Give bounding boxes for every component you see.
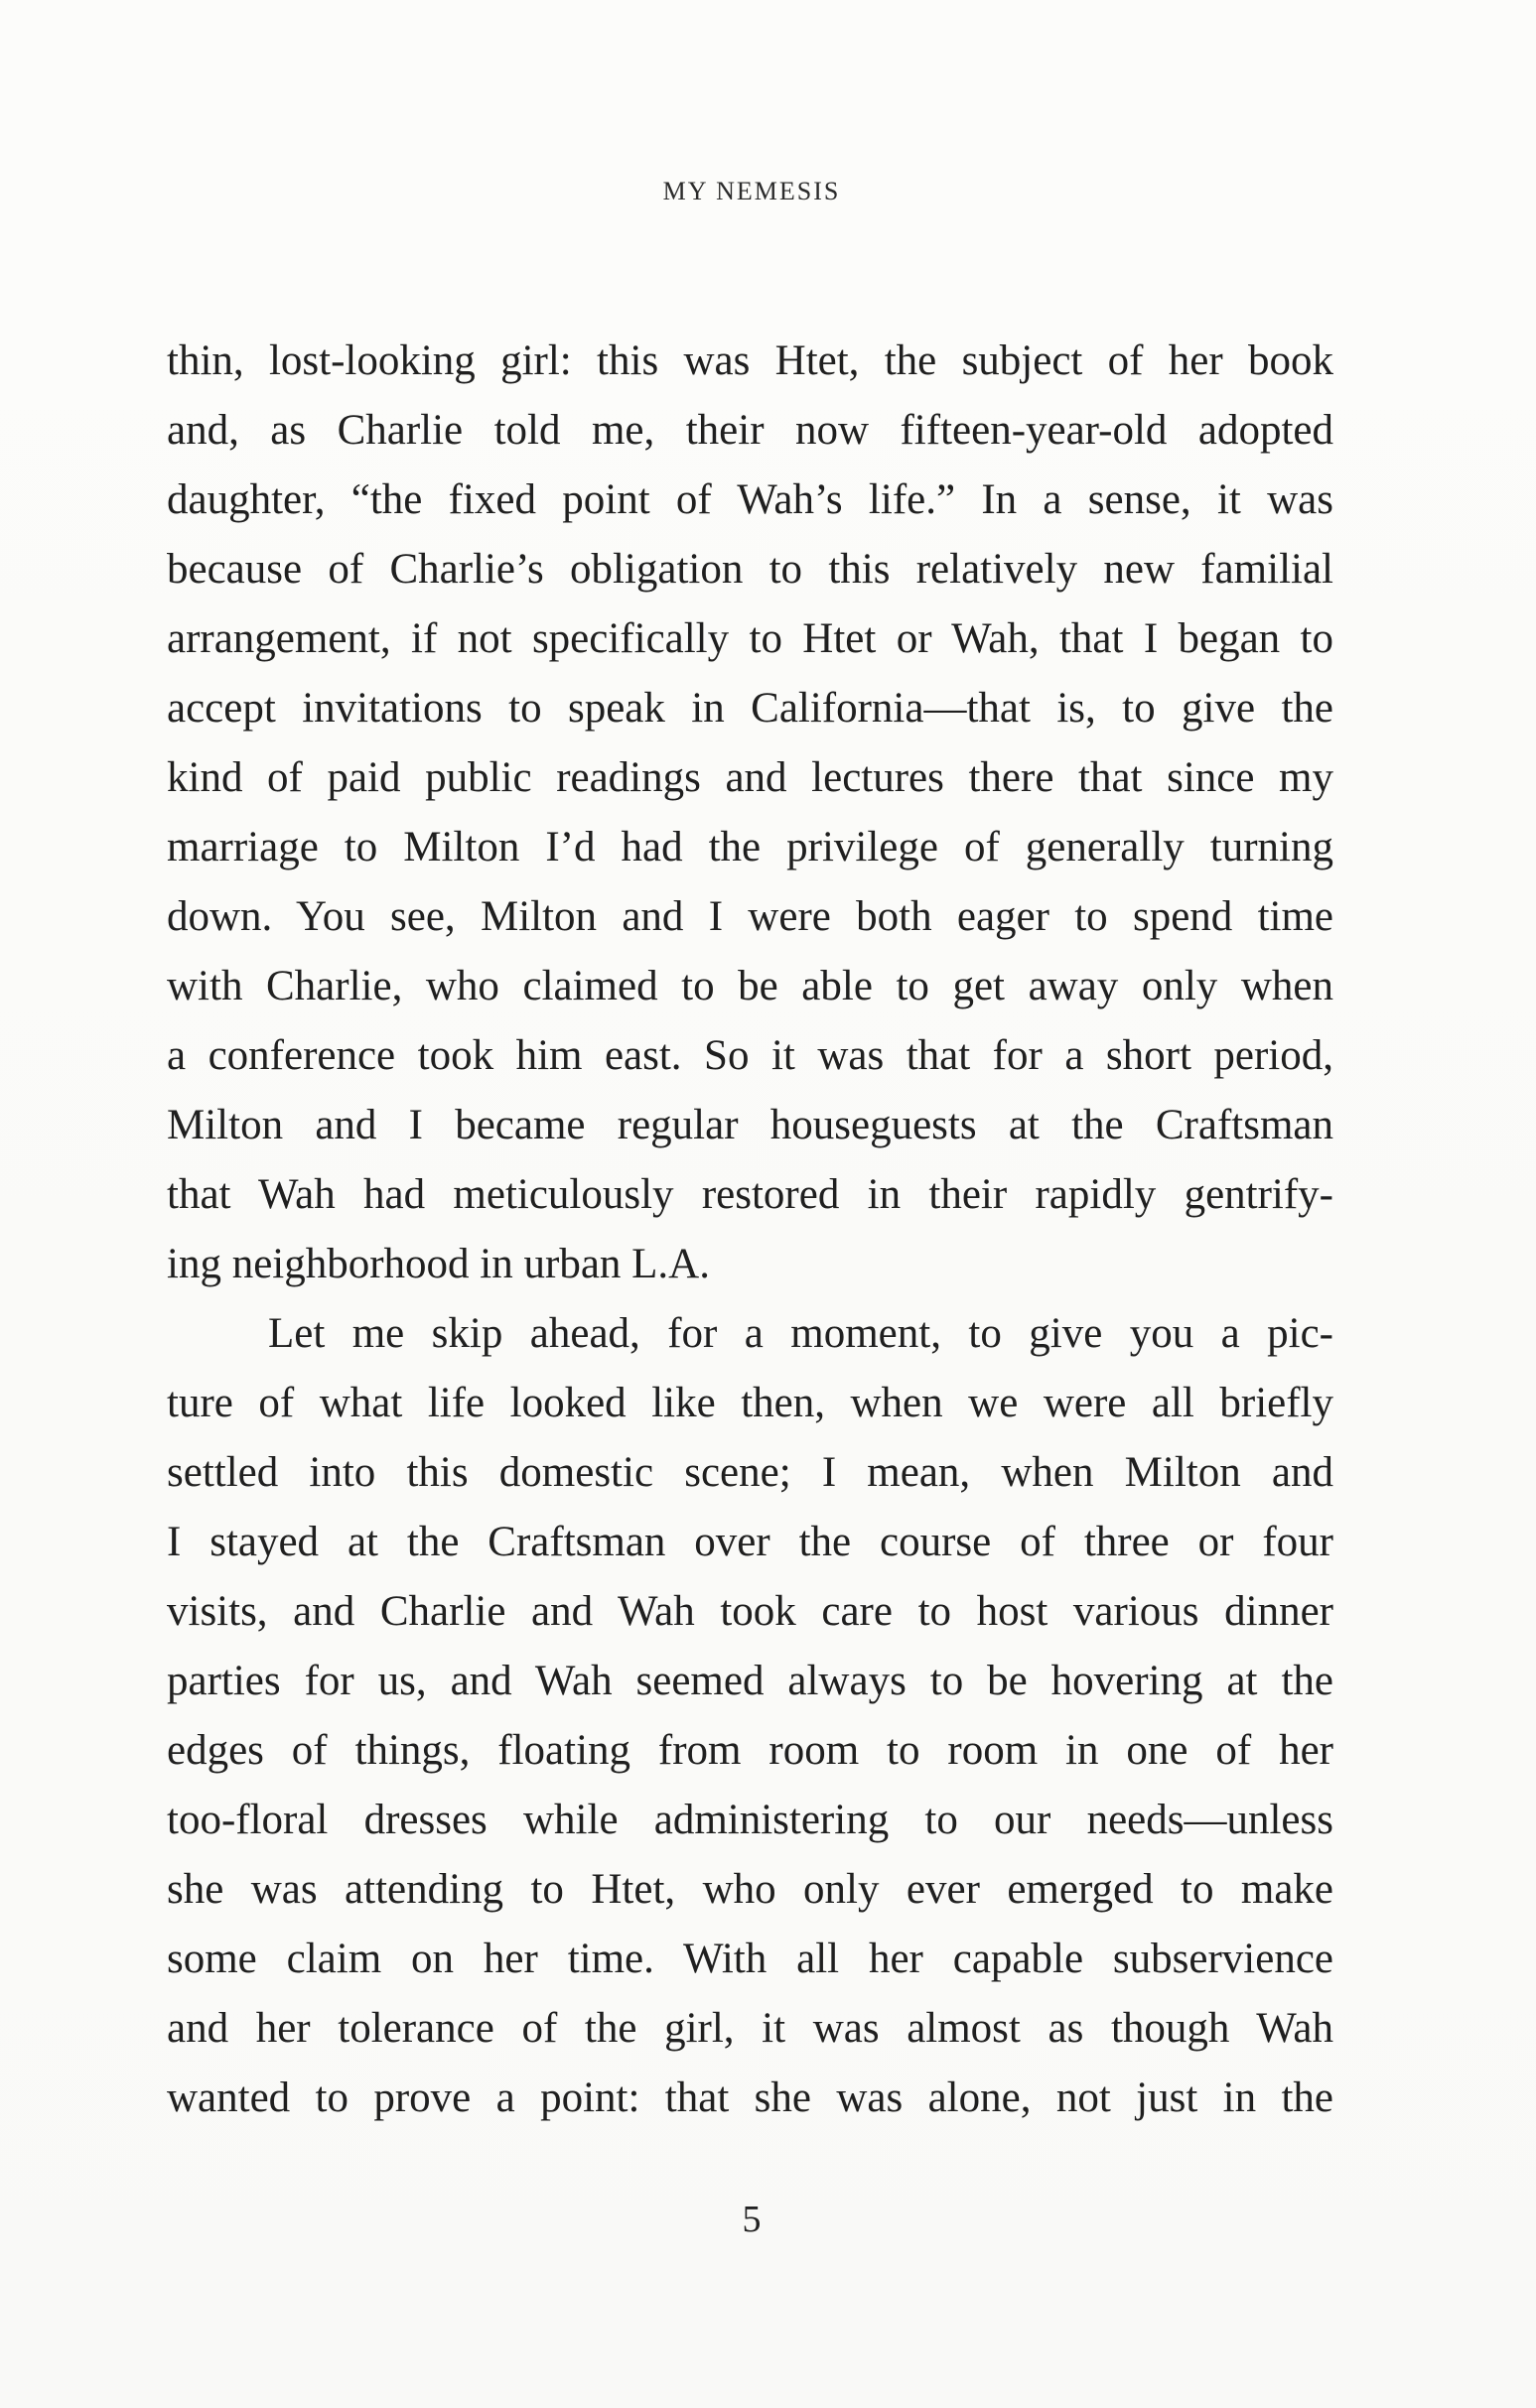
text-line: because of Charlie’s obligation to this relatively new familial	[167, 546, 1333, 593]
text-line: thin, lost-looking girl: this was Htet, the subject of her book	[167, 337, 1333, 384]
text-line: that Wah had meticulously restored in their rapidly gentrify-	[167, 1171, 1333, 1218]
text-line: ture of what life looked like then, when we were all briefly	[167, 1380, 1333, 1426]
text-line: arrangement, if not specifically to Htet or Wah, that I began to	[167, 615, 1333, 662]
paragraph-2	[167, 1299, 1333, 2133]
text-line: marriage to Milton I’d had the privilege of generally turning	[167, 824, 1333, 870]
text-line: some claim on her time. With all her capable subservience	[167, 1936, 1333, 1982]
text-line: Milton and I became regular houseguests at the Craftsman	[167, 1102, 1333, 1148]
text-line: edges of things, floating from room to room in one of her	[167, 1727, 1333, 1774]
text-line: down. You see, Milton and I were both eager to spend time	[167, 893, 1333, 940]
text-line: visits, and Charlie and Wah took care to host various dinner	[167, 1588, 1333, 1635]
text-line: accept invitations to speak in California—that is, to give the	[167, 685, 1333, 732]
text-line: I stayed at the Craftsman over the course of three or four	[167, 1519, 1333, 1565]
text-line: daughter, “the fixed point of Wah’s life.” In a sense, it was	[167, 476, 1333, 523]
text-line: too-floral dresses while administering to our needs—unless	[167, 1797, 1333, 1843]
page-number: 5	[742, 2199, 762, 2240]
text-line: and, as Charlie told me, their now fifteen-year-old adopted	[167, 407, 1333, 454]
text-line: wanted to prove a point: that she was alone, not just in the	[167, 2074, 1333, 2121]
body-text	[167, 327, 1333, 2133]
text-line: with Charlie, who claimed to be able to get away only when	[167, 963, 1333, 1009]
text-line: parties for us, and Wah seemed always to be hovering at the	[167, 1658, 1333, 1704]
text-line: Let me skip ahead, for a moment, to give you a pic-	[268, 1310, 1333, 1357]
text-line: kind of paid public readings and lectures there that since my	[167, 754, 1333, 801]
running-head: MY NEMESIS	[662, 177, 841, 205]
text-line: ing neighborhood in urban L.A.	[167, 1241, 710, 1287]
text-line: settled into this domestic scene; I mean, when Milton and	[167, 1449, 1333, 1496]
paragraph-1	[167, 327, 1333, 1299]
text-line: a conference took him east. So it was that for a short period,	[167, 1032, 1333, 1079]
text-line: she was attending to Htet, who only ever emerged to make	[167, 1866, 1333, 1913]
text-line: and her tolerance of the girl, it was almost as though Wah	[167, 2005, 1333, 2052]
